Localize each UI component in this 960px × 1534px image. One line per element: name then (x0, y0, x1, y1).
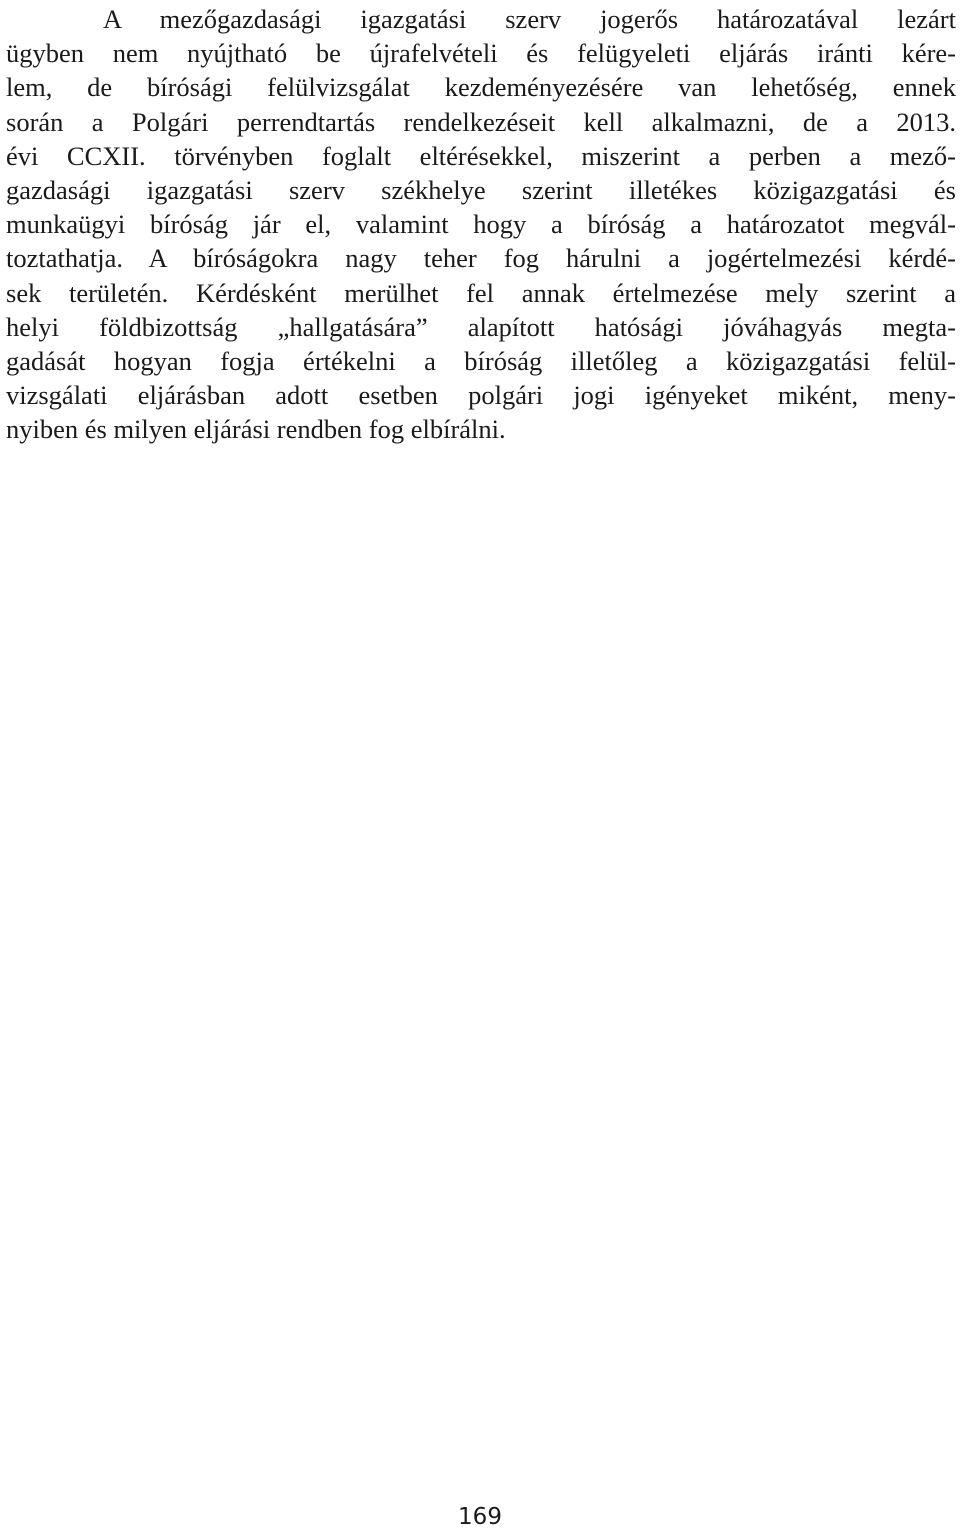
paragraph-line-9: sek területén. Kérdésként merülhet fel annak értelmezése mely szerint a (6, 277, 956, 308)
paragraph-line-12: vizsgálati eljárásban adott esetben polgári jogi igényeket miként, meny- (6, 380, 956, 411)
body-paragraph (6, 2, 956, 447)
paragraph-line-2: ügyben nem nyújtható be újrafelvételi és felügyeleti eljárás iránti kére- (6, 38, 956, 69)
paragraph-line-3: lem, de bírósági felülvizsgálat kezdeményezésére van lehetőség, ennek (6, 72, 956, 103)
paragraph-line-7: munkaügyi bíróság jár el, valamint hogy a bíróság a határozatot megvál- (6, 209, 956, 240)
paragraph-line-5: évi CCXII. törvényben foglalt eltérésekkel, miszerint a perben a mező- (6, 140, 956, 171)
paragraph-line-4: során a Polgári perrendtartás rendelkezéseit kell alkalmazni, de a 2013. (6, 106, 956, 137)
paragraph-line-13: nyiben és milyen eljárási rendben fog elbírálni. (6, 414, 506, 445)
paragraph-line-10: helyi földbizottság „hallgatására” alapított hatósági jóváhagyás megta- (6, 311, 956, 342)
paragraph-line-11: gadását hogyan fogja értékelni a bíróság illetőleg a közigazgatási felül- (6, 346, 956, 377)
page-number: 169 (458, 1504, 502, 1530)
paragraph-line-1: A mezőgazdasági igazgatási szerv jogerős határozatával lezárt (103, 4, 956, 34)
paragraph-line-6: gazdasági igazgatási szerv székhelye szerint illetékes közigazgatási és (6, 175, 956, 206)
paragraph-line-8: toztathatja. A bíróságokra nagy teher fog hárulni a jogértelmezési kérdé- (6, 243, 956, 274)
